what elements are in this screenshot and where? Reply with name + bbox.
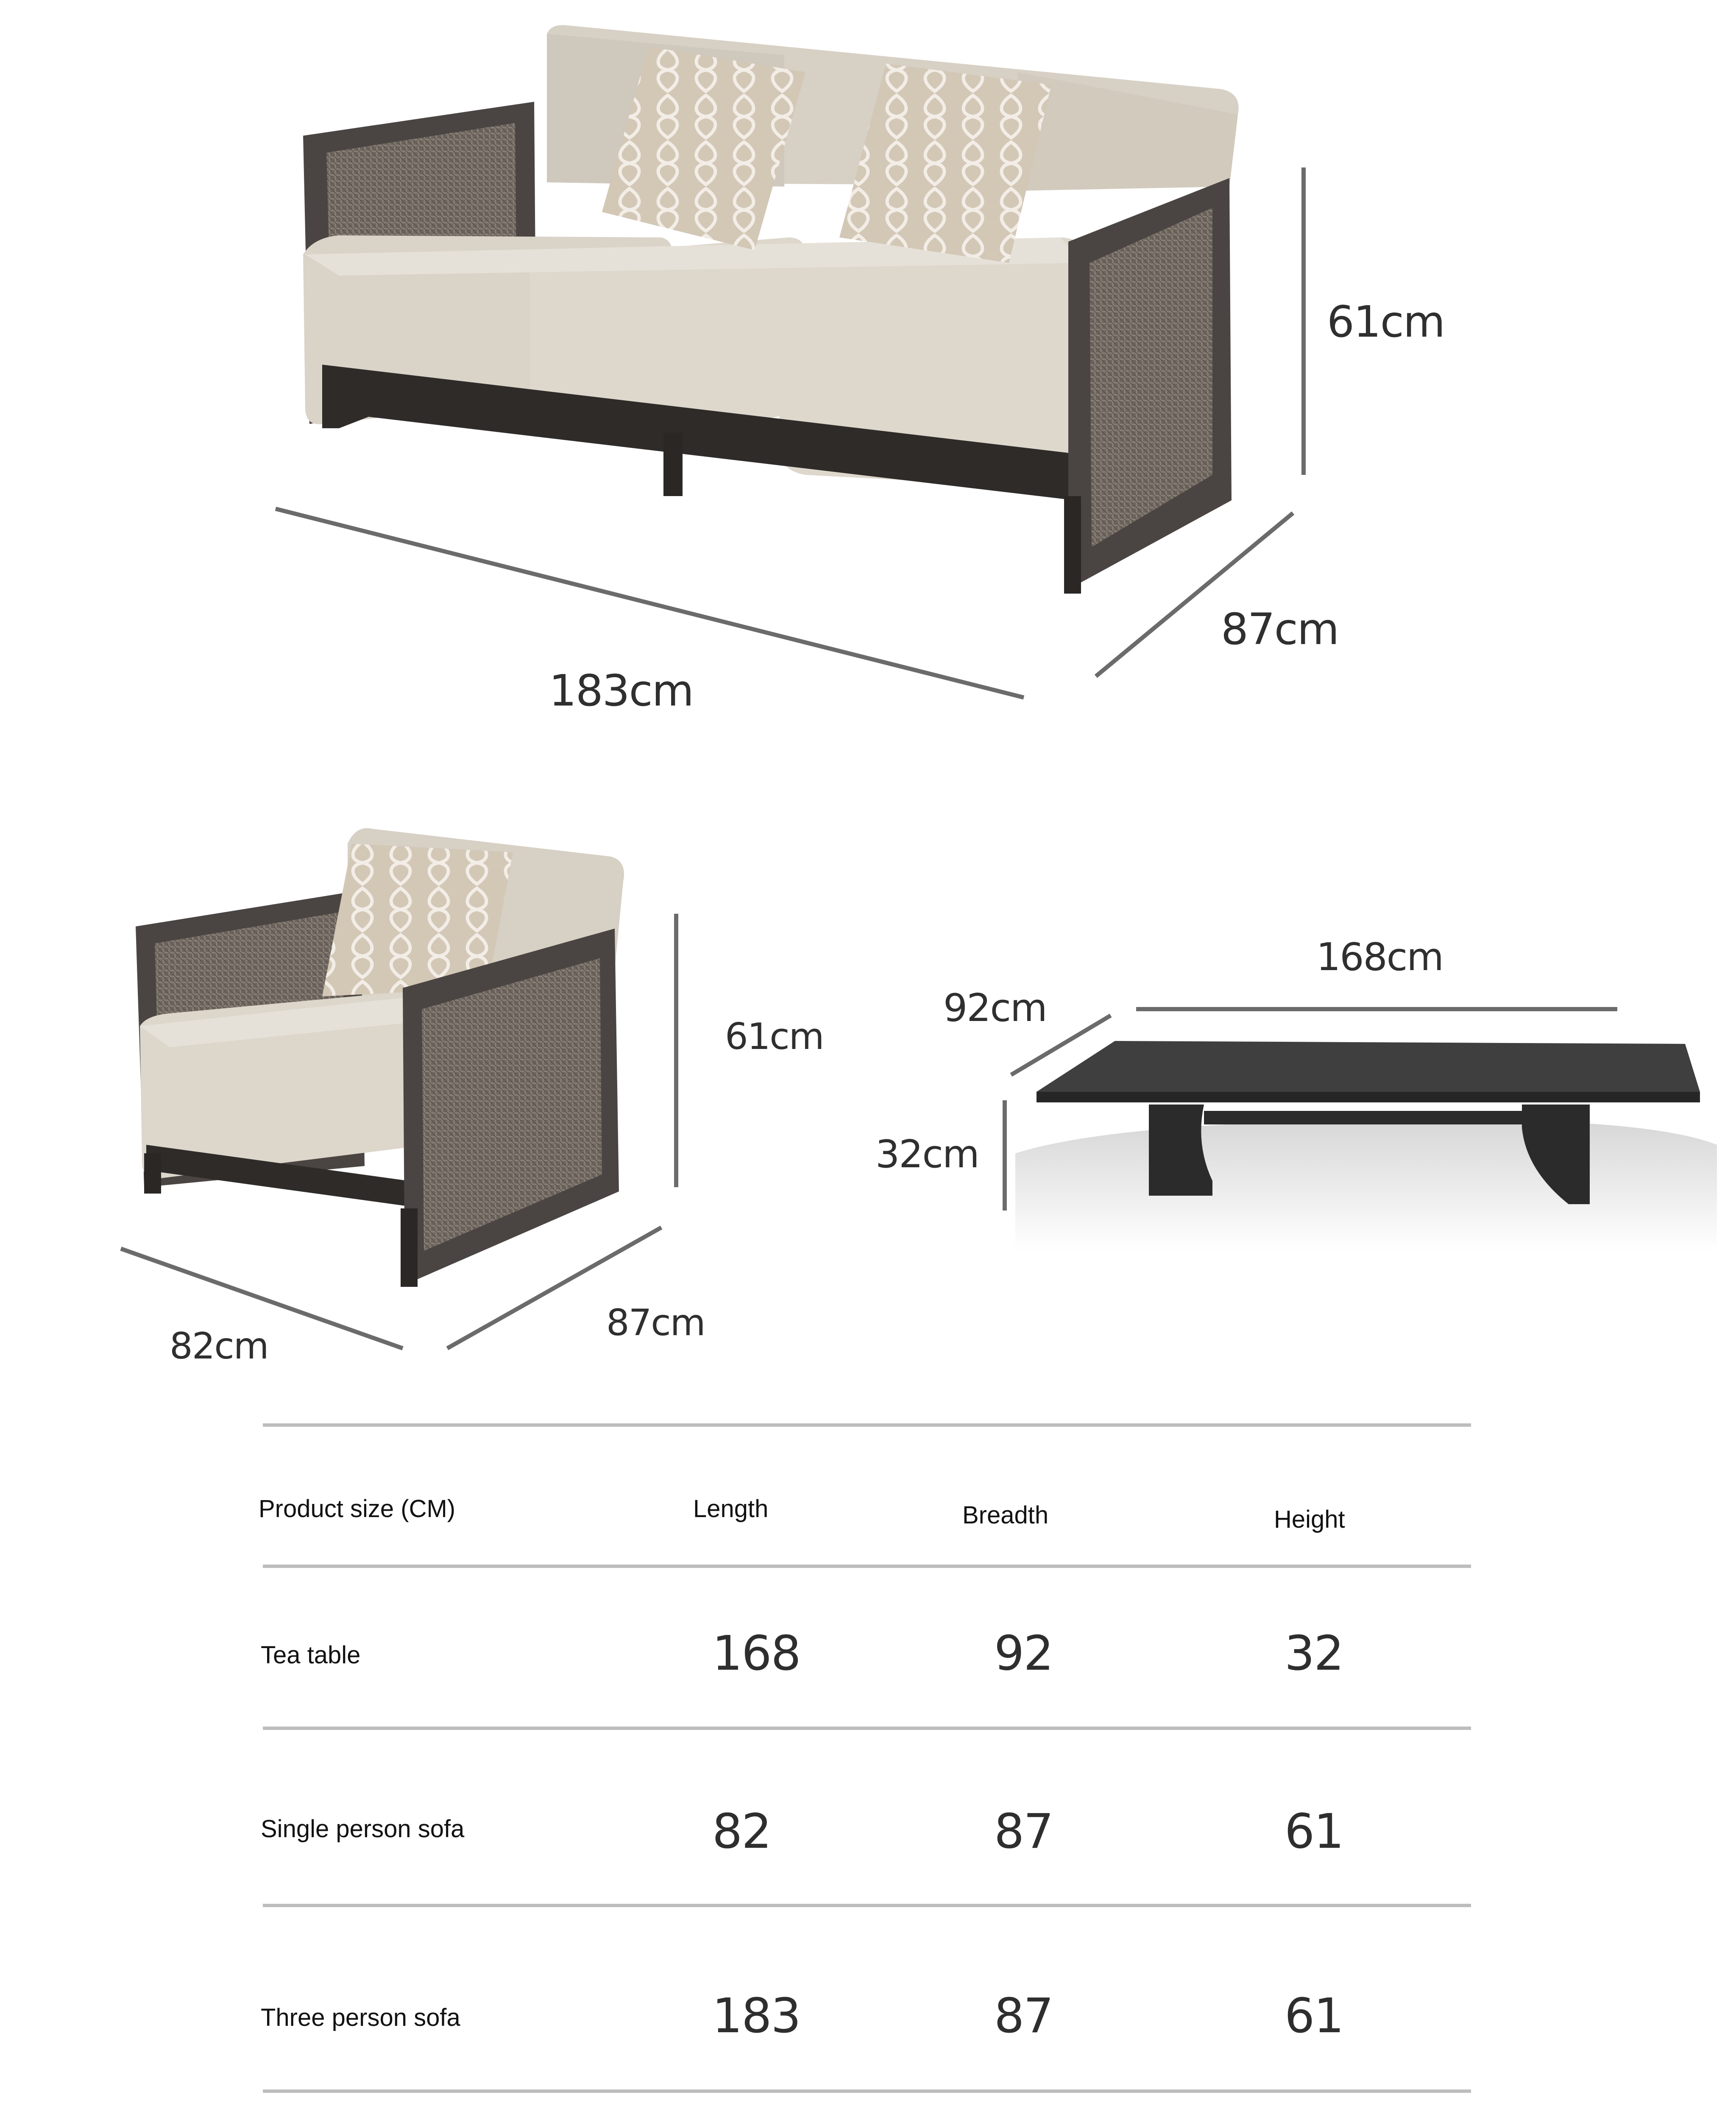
armchair-depth-label: 87cm bbox=[606, 1302, 705, 1344]
row-name-tea-table: Tea table bbox=[261, 1641, 361, 1669]
tea-table-breadth: 92 bbox=[994, 1626, 1053, 1681]
single-sofa-height: 61 bbox=[1285, 1804, 1343, 1859]
three-sofa-depth-label: 87cm bbox=[1221, 604, 1339, 655]
three-seat-sofa-illustration bbox=[303, 25, 1239, 594]
tea-table-length: 168 bbox=[712, 1626, 800, 1681]
single-sofa-breadth: 87 bbox=[994, 1804, 1053, 1859]
tea-table-height: 32 bbox=[1285, 1626, 1343, 1681]
header-breadth: Breadth bbox=[962, 1501, 1049, 1529]
row-name-three-sofa: Three person sofa bbox=[261, 2004, 460, 2031]
table-rule-bottom bbox=[263, 2089, 1471, 2093]
table-breadth-label: 92cm bbox=[943, 986, 1047, 1030]
header-length: Length bbox=[693, 1495, 769, 1523]
single-sofa-length: 82 bbox=[712, 1804, 771, 1859]
row-name-single-sofa: Single person sofa bbox=[261, 1815, 465, 1843]
three-sofa-length: 183 bbox=[712, 1989, 800, 2044]
coffee-table-illustration bbox=[1015, 1041, 1717, 1251]
table-rule-top bbox=[263, 1423, 1471, 1427]
armchair-height-label: 61cm bbox=[725, 1015, 824, 1058]
armchair-illustration bbox=[136, 828, 624, 1287]
three-sofa-height: 61 bbox=[1285, 1989, 1343, 2044]
three-sofa-height-label: 61cm bbox=[1327, 297, 1445, 347]
table-rule-3 bbox=[263, 1904, 1471, 1907]
three-sofa-length-label: 183cm bbox=[549, 666, 694, 716]
header-product-size: Product size (CM) bbox=[259, 1495, 456, 1523]
table-rule-1 bbox=[263, 1565, 1471, 1568]
header-height: Height bbox=[1274, 1506, 1345, 1533]
armchair-length-label: 82cm bbox=[170, 1325, 268, 1367]
table-height-label: 32cm bbox=[875, 1132, 979, 1177]
table-rule-2 bbox=[263, 1727, 1471, 1730]
table-length-label: 168cm bbox=[1316, 935, 1443, 979]
three-sofa-breadth: 87 bbox=[994, 1989, 1053, 2044]
